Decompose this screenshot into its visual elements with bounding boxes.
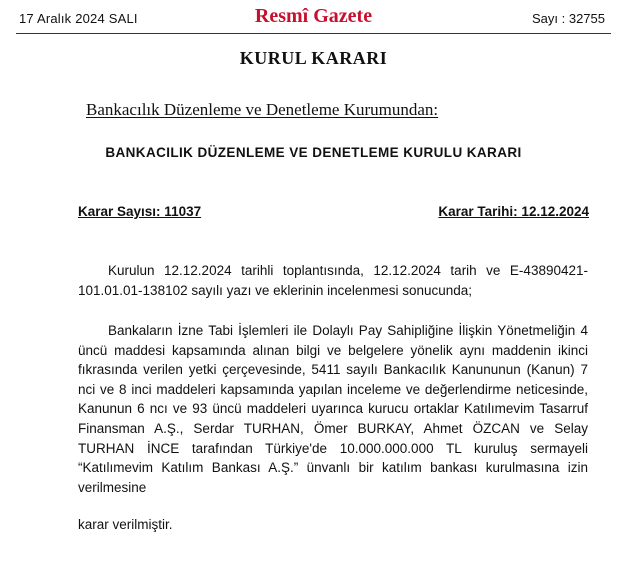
closing-statement: karar verilmiştir. bbox=[78, 517, 173, 532]
paragraph-line: “Katılımevim Katılım Bankası A.Ş.” ünvanlı bir katılım bankası kurulmasına izin bbox=[78, 460, 588, 476]
paragraph-line: Kanunun 6 ncı ve 93 üncü maddeleri uyarınca kurucu ortaklar Katılımevim Tasarruf bbox=[78, 401, 588, 417]
paragraph-intro bbox=[78, 261, 588, 300]
board-decision-title: BANKACILIK DÜZENLEME VE DENETLEME KURULU KARARI bbox=[105, 145, 522, 160]
decision-number: Karar Sayısı: 11037 bbox=[78, 204, 202, 219]
section-title: KURUL KARARI bbox=[239, 48, 388, 68]
institution-heading: Bankacılık Düzenleme ve Denetleme Kurumundan: bbox=[86, 100, 439, 119]
gazette-name: Resmî Gazete bbox=[254, 5, 373, 27]
paragraph-line: nci ve 8 inci maddeleri kapsamında yapılan inceleme ve değerlendirme neticesinde, bbox=[78, 381, 588, 397]
paragraph-line: TURHAN İNCE tarafından Türkiye'de 10.000.000.000 TL kuruluş sermayeli bbox=[78, 440, 588, 456]
paragraph-line: Kurulun 12.12.2024 tarihli toplantısında, 12.12.2024 tarih ve E-43890421- bbox=[108, 263, 588, 278]
decision-date: Karar Tarihi: 12.12.2024 bbox=[438, 204, 589, 219]
paragraph-line: 101.01.01-138102 sayılı yazı ve eklerinin incelenmesi sonucunda; bbox=[78, 282, 472, 298]
header-divider bbox=[16, 33, 611, 34]
paragraph-line: Finansman A.Ş., Serdar TURHAN, Ömer BURKAY, Ahmet ÖZCAN ve Selay bbox=[78, 420, 588, 436]
paragraph-line: Bankaların İzne Tabi İşlemleri ile Dolaylı Pay Sahipliğine İlişkin Yönetmeliğin 4 bbox=[108, 323, 588, 338]
paragraph-decision bbox=[78, 321, 588, 497]
issue-number: Sayı : 32755 bbox=[532, 11, 605, 26]
paragraph-line: verilmesine bbox=[78, 479, 147, 495]
header-date: 17 Aralık 2024 SALI bbox=[19, 11, 138, 26]
paragraph-line: üncü maddesi kapsamında alınan bilgi ve belgelere yönelik aynı maddenin ikinci bbox=[78, 342, 588, 358]
paragraph-line: fıkrasında verilen yetki çerçevesinde, 5411 sayılı Bankacılık Kanununun (Kanun) 7 bbox=[78, 362, 588, 378]
